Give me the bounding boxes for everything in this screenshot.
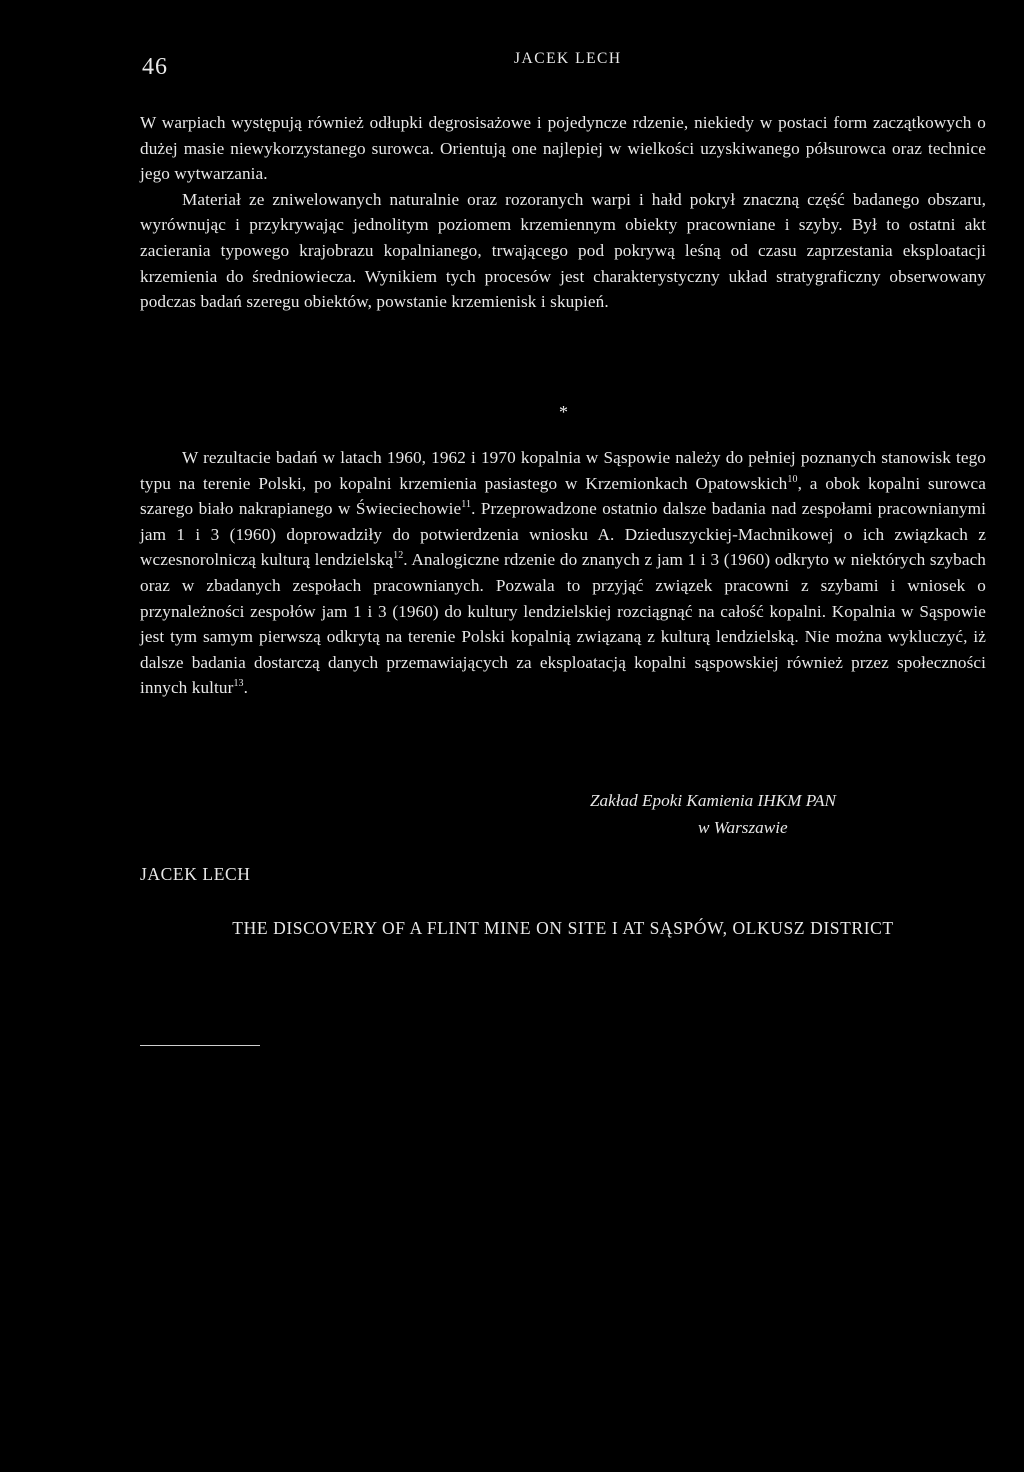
paragraph-warpie: W warpiach występują również odłupki degrosisażowe i pojedyncze rdzenie, niekiedy w postaci form zaczątkowych o dużej masie niewykorzystanego surowca. Orientują one najlepiej w wielkości uzyskiwanego półsurowca oraz technice jego wytwarzania. — [140, 113, 986, 184]
paragraph-material: Materiał ze zniwelowanych naturalnie oraz rozoranych warpi i hałd pokrył znaczną część badanego obszaru, wyrównując i przykrywając jednolitym poziomem krzemiennym obiekty pracowniane i szyby. Był to ostatni akt zacierania typowego krajobrazu kopalnianego, trwającego pod pokrywą leśną od czasu zaprzestania eksploatacji krzemienia do średniowiecza. Wynikiem tych procesów jest charakterystyczny układ stratygraficzny obserwowany podczas badań szeregu obiektów, powstanie krzemienisk i skupień. — [140, 189, 986, 312]
paragraph-results — [140, 445, 986, 701]
body-text-main — [140, 445, 986, 701]
text-run: . Przeprowadzone ostatnio dalsze badania nad zespołami pracownianymi jam 1 i 3 (1960) doprowadziły do potwierdzenia wniosku A. Dzieduszyckiej-Machnikowej o ich związkach z wczesnorolniczą kulturą lendzielską — [140, 499, 986, 570]
affiliation-city: w Warszawie — [698, 818, 788, 837]
footnote-ref-12[interactable]: 12 — [393, 550, 404, 562]
footnote-ref-11[interactable]: 11 — [461, 499, 472, 511]
footnote-ref-10[interactable]: 10 — [787, 473, 798, 485]
section-separator: * — [559, 402, 568, 422]
text-run: . — [243, 678, 249, 698]
affiliation-institution: Zakład Epoki Kamienia IHKM PAN — [590, 791, 837, 810]
body-text-top — [140, 110, 986, 315]
text-run: W rezultacie badań w latach 1960, 1962 i 1970 kopalnia w Sąspowie należy do pełniej poznanych stanowisk tego typu na terenie Polski, po kopalni krzemienia pasiastego w Krzemionkach Opatowskich — [140, 448, 986, 493]
text-run: . Analogiczne rdzenie do znanych z jam 1 i 3 (1960) odkryto w niektórych szybach oraz w zbadanych zespołach pracownianych. Pozwala to przyjąć związek pracowni z szybami i wniosek o przynależności zespołów jam 1 i 3 (1960) do kultury lendzielskiej rozciągnąć na całość kopalni. Kopalnia w Sąspowie jest tym samym pierwszą odkrytą na terenie Polski kopalnią związaną z kulturą lendzielską. Nie można wykluczyć, iż dalsze badania dostarczą danych przemawiających za eksploatacją kopalni sąspowskiej również przez społeczności innych kultur — [140, 550, 986, 698]
author-affiliation — [590, 787, 950, 841]
summary-author: JACEK LECH — [140, 864, 251, 884]
page-header — [140, 46, 984, 86]
page-number: 46 — [142, 54, 168, 80]
summary-title: THE DISCOVERY OF A FLINT MINE ON SITE I AT SĄSPÓW, OLKUSZ DISTRICT — [232, 918, 894, 938]
running-head: JACEK LECH — [514, 50, 622, 67]
text-run: , a obok kopalni surowca szarego biało nakrapianego w Świeciechowie — [140, 473, 986, 519]
footnote-rule — [140, 1045, 260, 1046]
footnote-ref-13[interactable]: 13 — [233, 678, 244, 690]
